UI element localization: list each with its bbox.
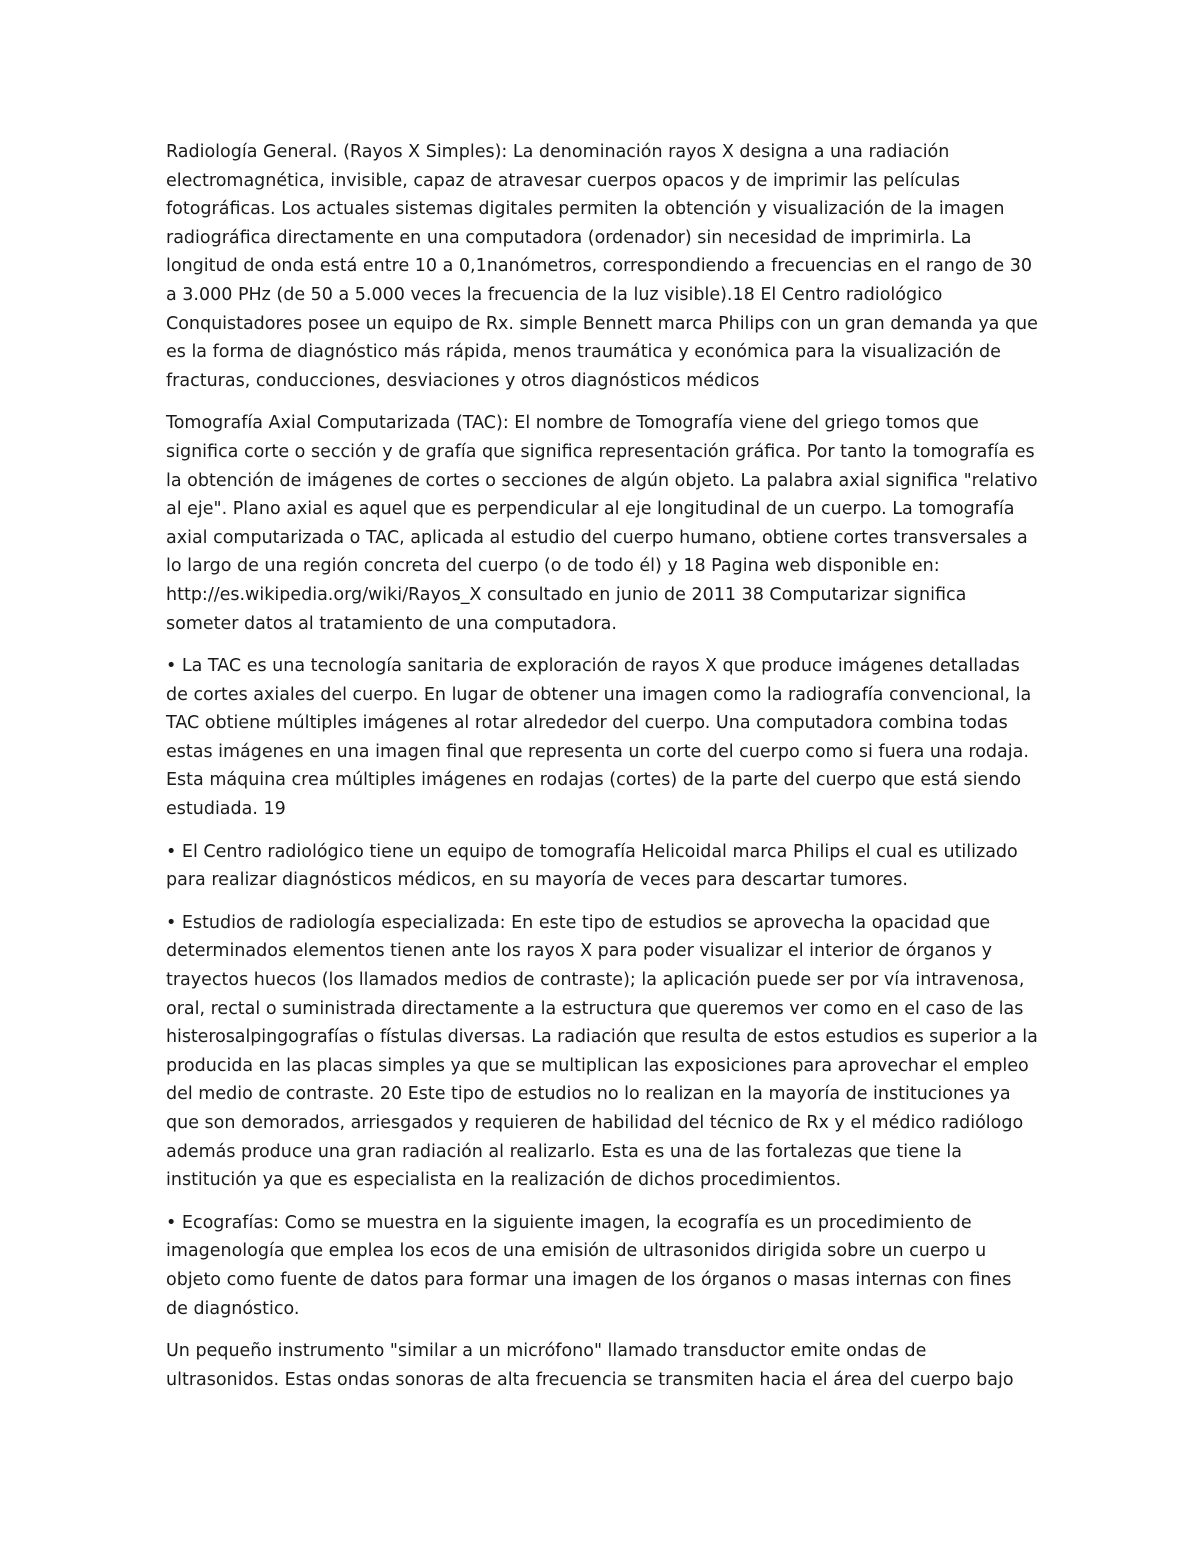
text-line: institución ya que es especialista en la realización de dichos procedimientos. — [166, 1170, 842, 1191]
bullet-tac — [166, 652, 1038, 824]
text-line: estudiada. 19 — [166, 799, 286, 820]
text-line: Esta máquina crea múltiples imágenes en rodajas (cortes) de la parte del cuerpo que está siendo — [166, 770, 1022, 791]
text-line: objeto como fuente de datos para formar una imagen de los órganos o masas internas con fines — [166, 1269, 1012, 1290]
text-line: fotográficas. Los actuales sistemas digitales permiten la obtención y visualización de la imagen — [166, 199, 1005, 220]
text-line: • Ecografías: Como se muestra en la siguiente imagen, la ecografía es un procedimiento de — [166, 1212, 972, 1233]
text-line: • Estudios de radiología especializada: En este tipo de estudios se aprovecha la opacidad que — [166, 912, 991, 933]
document-body — [166, 138, 1038, 1408]
text-line: histerosalpingografías o fístulas diversas. La radiación que resulta de estos estudios es superior a la — [166, 1027, 1038, 1048]
text-line: Radiología General. (Rayos X Simples): La denominación rayos X designa a una radiación — [166, 142, 950, 162]
paragraph-transductor — [166, 1337, 1038, 1394]
text-line: estas imágenes en una imagen final que representa un corte del cuerpo como si fuera una rodaja. — [166, 741, 1029, 762]
bullet-ecografias — [166, 1209, 1038, 1323]
text-line: imagenología que emplea los ecos de una emisión de ultrasonidos dirigida sobre un cuerpo u — [166, 1241, 987, 1262]
text-line: lo largo de una región concreta del cuerpo (o de todo él) y 18 Pagina web disponible en: — [166, 556, 940, 577]
bullet-centro-radiologico — [166, 838, 1038, 895]
text-line: que son demorados, arriesgados y requieren de habilidad del técnico de Rx y el médico radiólogo — [166, 1113, 1024, 1133]
text-line: fracturas, conducciones, desviaciones y otros diagnósticos médicos — [166, 370, 760, 391]
text-line: Un pequeño instrumento "similar a un micrófono" llamado transductor emite ondas de — [166, 1341, 927, 1362]
text-line: trayectos huecos (los llamados medios de contraste); la aplicación puede ser por vía intravenosa, — [166, 970, 1025, 991]
text-line: electromagnética, invisible, capaz de atravesar cuerpos opacos y de imprimir las películas — [166, 170, 961, 191]
bullet-radiologia-especializada — [166, 909, 1038, 1195]
text-line: producida en las placas simples ya que se multiplican las exposiciones para aprovechar el empleo — [166, 1055, 1029, 1076]
text-line: la obtención de imágenes de cortes o secciones de algún objeto. La palabra axial significa "relativo — [166, 470, 1038, 491]
text-line: de diagnóstico. — [166, 1298, 300, 1319]
text-line: significa corte o sección y de grafía que significa representación gráfica. Por tanto la tomografía es — [166, 441, 1035, 462]
paragraph-radiologia-general — [166, 138, 1038, 395]
text-line: Tomografía Axial Computarizada (TAC): El nombre de Tomografía viene del griego tomos que — [166, 413, 979, 434]
text-line: longitud de onda está entre 10 a 0,1nanómetros, correspondiendo a frecuencias en el rango de 30 — [166, 256, 1032, 277]
text-line: radiográfica directamente en una computadora (ordenador) sin necesidad de imprimirla. La — [166, 227, 972, 248]
text-line: para realizar diagnósticos médicos, en su mayoría de veces para descartar tumores. — [166, 870, 908, 891]
text-line: al eje". Plano axial es aquel que es perpendicular al eje longitudinal de un cuerpo. La tomografía — [166, 499, 1015, 520]
text-line: Conquistadores posee un equipo de Rx. simple Bennett marca Philips con un gran demanda ya que — [166, 313, 1038, 334]
text-line: ultrasonidos. Estas ondas sonoras de alta frecuencia se transmiten hacia el área del cuerpo bajo — [166, 1369, 1014, 1390]
text-line: a 3.000 PHz (de 50 a 5.000 veces la frecuencia de la luz visible).18 El Centro radiológico — [166, 284, 943, 305]
text-line: del medio de contraste. 20 Este tipo de estudios no lo realizan en la mayoría de instituciones ya — [166, 1084, 1011, 1105]
paragraph-tomografia-axial — [166, 409, 1038, 638]
text-line: • La TAC es una tecnología sanitaria de exploración de rayos X que produce imágenes detalladas — [166, 656, 1020, 677]
text-line: http://es.wikipedia.org/wiki/Rayos_X consultado en junio de 2011 38 Computarizar significa — [166, 584, 967, 605]
text-line: es la forma de diagnóstico más rápida, menos traumática y económica para la visualización de — [166, 342, 1001, 363]
text-line: • El Centro radiológico tiene un equipo de tomografía Helicoidal marca Philips el cual es utilizado — [166, 841, 1018, 862]
text-line: además produce una gran radiación al realizarlo. Esta es una de las fortalezas que tiene la — [166, 1141, 962, 1162]
text-line: oral, rectal o suministrada directamente a la estructura que queremos ver como en el caso de las — [166, 998, 1024, 1019]
text-line: TAC obtiene múltiples imágenes al rotar alrededor del cuerpo. Una computadora combina todas — [166, 713, 1008, 734]
text-line: someter datos al tratamiento de una computadora. — [166, 613, 617, 634]
text-line: de cortes axiales del cuerpo. En lugar de obtener una imagen como la radiografía convencional, la — [166, 684, 1032, 705]
text-line: axial computarizada o TAC, aplicada al estudio del cuerpo humano, obtiene cortes transversales a — [166, 527, 1028, 548]
text-line: determinados elementos tienen ante los rayos X para poder visualizar el interior de órganos y — [166, 941, 992, 962]
